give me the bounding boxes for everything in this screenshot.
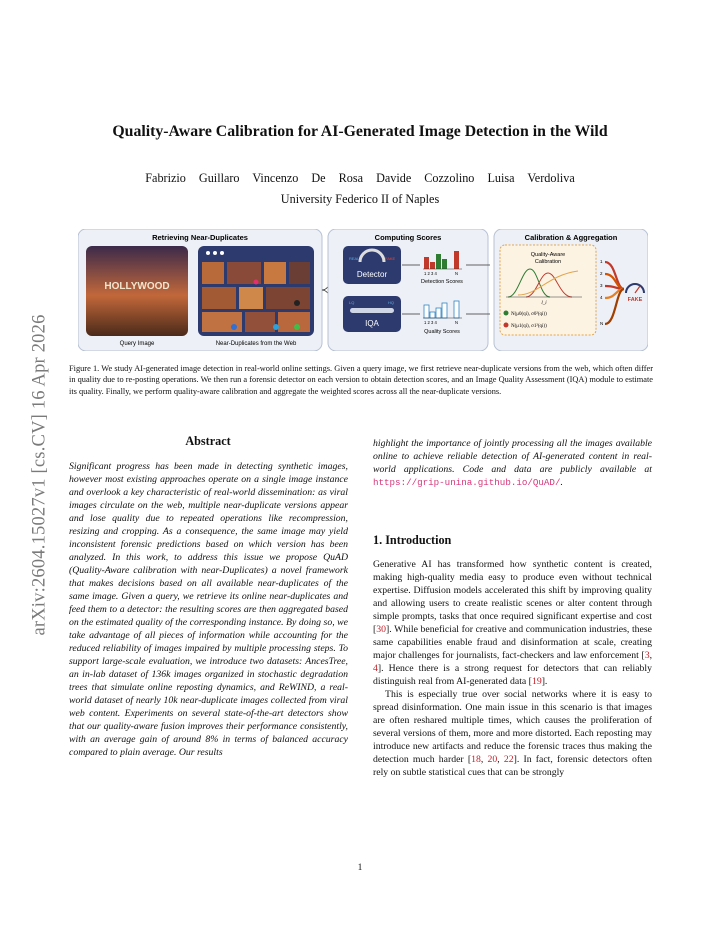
near-duplicate-thumbnails — [202, 262, 310, 332]
quality-scores-label: Quality Scores — [424, 329, 460, 335]
citation-link[interactable]: 19 — [531, 676, 542, 687]
panel-retrieval-title: Retrieving Near-Duplicates — [152, 233, 248, 242]
whatsapp-icon — [294, 324, 300, 330]
citation-link[interactable]: 4 — [373, 663, 378, 674]
facebook-icon — [231, 324, 237, 330]
window-dot-icon — [213, 251, 217, 255]
hq-label: HQ — [388, 300, 394, 305]
panel-calibration-title: Calibration & Aggregation — [524, 233, 618, 242]
affiliation: University Federico II of Naples — [280, 192, 440, 206]
arxiv-stamp: arXiv:2604.15027v1 [cs.CV] 16 Apr 2026 — [29, 314, 50, 636]
paper-title: Quality-Aware Calibration for AI-Generated Image Detection in the Wild — [112, 123, 608, 140]
lq-label: LQ — [349, 300, 355, 305]
gaussian-0-label: N(μ0(qi), σ0²(qi)) — [511, 312, 547, 317]
panel-scores-title: Computing Scores — [374, 233, 442, 242]
calibration-title-2: Calibration — [534, 259, 562, 265]
paragraph: This is especially true over social networks where it is easy to spread disinformation. One main issue in this scenario is that images are often reshared multiple times, which causes the proliferation of several versions of them, more and more distorted. Each reposting may introduce new artifacts and reduce the forensic traces thus making the detection much harder [18, 20, 22]. In fact, forensic detectors often rely on subtle statistical cues that can be strongly — [373, 689, 653, 778]
telegram-icon — [273, 324, 279, 330]
abstract-continued: highlight the importance of jointly processing all the images available online to achieve reliable detection of AI-generated content in real-world applications. Code and data are publicly available at https://grip-unina.github.io/QuAD/. — [373, 438, 652, 488]
duplicates-label: Near-Duplicates from the Web — [215, 341, 297, 347]
tiktok-icon — [294, 300, 300, 306]
calibration-title: Quality-Aware — [530, 252, 566, 258]
quality-axis-n: N — [455, 320, 459, 325]
introduction-text — [373, 558, 652, 779]
calibration-axis-label: l_i — [541, 301, 547, 306]
author: Fabrizio Guillaro — [145, 171, 240, 185]
legend-real-dot — [504, 311, 509, 316]
detection-scores-label: Detection Scores — [421, 279, 463, 285]
abstract-text: Significant progress has been made in detecting synthetic images, however most existing approaches operate on a single image instance and overlook a key characteristic of real-world dissemination: as viral images circulate on the web, multiple near-duplicate versions appear and lose quality due to repeated operations like recompression, resizing and cropping. As a consequence, the same image may yield inconsistent forensic predictions based on which version has been analyzed. In this work, to address this issue we propose QuAD (Quality-Aware calibration with near-Duplicates) a novel framework that makes decisions based on all available near-duplicates of the same image. Given a query, we retrieve its online near-duplicates and feed them to a detector: the resulting scores are then aggregated based on the estimated quality of the corresponding instance. By doing so, we take advantage of all pieces of information while accounting for the reduced reliability of images impaired by multiple processing steps. To support large-scale evaluation, we introduce two datasets: AncesTree, an in-lab dataset of 136k images organized in stochastic degradation trees that simulate online reposting dynamics, and ReWIND, a real-world dataset of nearly 10k near-duplicate images collected from viral web content. Experiments on several state-of-the-art detectors show that our quality-aware fusion improves their performance consistently, with an average gain of around 8% in terms of balanced accuracy compared to plain average. Our results — [69, 461, 348, 758]
stack-index: 4 — [600, 295, 603, 300]
author: Davide Cozzolino — [376, 171, 475, 185]
code-link[interactable]: https://grip-unina.github.io/QuAD/ — [373, 477, 561, 488]
citation-link[interactable]: 18 — [471, 754, 481, 765]
window-dot-icon — [220, 251, 224, 255]
teaser-figure — [78, 229, 648, 351]
stack-index: N — [600, 321, 604, 326]
paragraph: Generative AI has transformed how synthetic content is created, making high-quality media easy to produce even without technical expertise. Diffusion models accelerated this shift by improving quality and allowing users to create realistic scenes or alter content through simple prompts, tasks that once required significant expertise and cost [30]. While beneficial for creative and communication industries, these same capabilities enable fraud and disinformation at scale, creating major challenges for journalists, fact-checkers and law enforcement [3, 4]. Hence there is a strong request for detectors that can reliably distinguish real from AI-generated data [19]. — [373, 559, 652, 687]
figure-caption: Figure 1. We study AI-generated image detection in real-world online settings. Given a query image, we first retrieve near-duplicate versions from the web, which often differ in quality due to re-posting operations. We then run a forensic detector on each version to obtain detection scores, and an Image Quality Assessment (IQA) module to estimate its quality. Finally, we perform quality-aware calibration and aggregate the weighted scores across all the near-duplicate versions. — [69, 364, 653, 396]
query-label: Query Image — [119, 341, 155, 347]
quality-axis-ticks: 1 2 3 4 — [424, 320, 437, 325]
quality-slider — [350, 308, 394, 313]
detector-label: Detector — [356, 270, 388, 279]
stack-index: 1 — [600, 259, 603, 264]
instagram-icon — [254, 280, 259, 285]
citation-link[interactable]: 3 — [644, 650, 650, 661]
author: Luisa Verdoliva — [487, 171, 575, 185]
legend-fake-dot — [504, 323, 509, 328]
iqa-label: IQA — [365, 319, 379, 328]
abstract-continued-text: highlight the importance of jointly processing all the images available online to achieve reliable detection of AI-generated content in real-world applications. Code and data are publicly available at — [373, 438, 652, 475]
fake-label: FAKE — [385, 256, 396, 261]
output-label: FAKE — [627, 297, 643, 303]
citation-link[interactable]: 20 — [487, 754, 498, 765]
author-list — [60, 171, 660, 186]
abstract-heading: Abstract — [185, 434, 231, 448]
score-axis-n: N — [455, 271, 459, 276]
page-number: 1 — [357, 863, 363, 873]
section-heading: 1. Introduction — [373, 533, 452, 547]
real-label: REAL — [349, 256, 360, 261]
gaussian-1-label: N(μ1(qi), σ1²(qi)) — [511, 324, 547, 329]
score-axis-ticks: 1 2 3 4 — [424, 271, 437, 276]
citation-link[interactable]: 22 — [503, 754, 514, 765]
author: Vincenzo De Rosa — [252, 171, 364, 185]
citation-link[interactable]: 30 — [376, 624, 386, 635]
hollywood-sign: HOLLYWOOD — [104, 281, 170, 292]
stack-index: 2 — [600, 271, 603, 276]
stack-index: 3 — [600, 283, 603, 288]
window-dot-icon — [206, 251, 210, 255]
